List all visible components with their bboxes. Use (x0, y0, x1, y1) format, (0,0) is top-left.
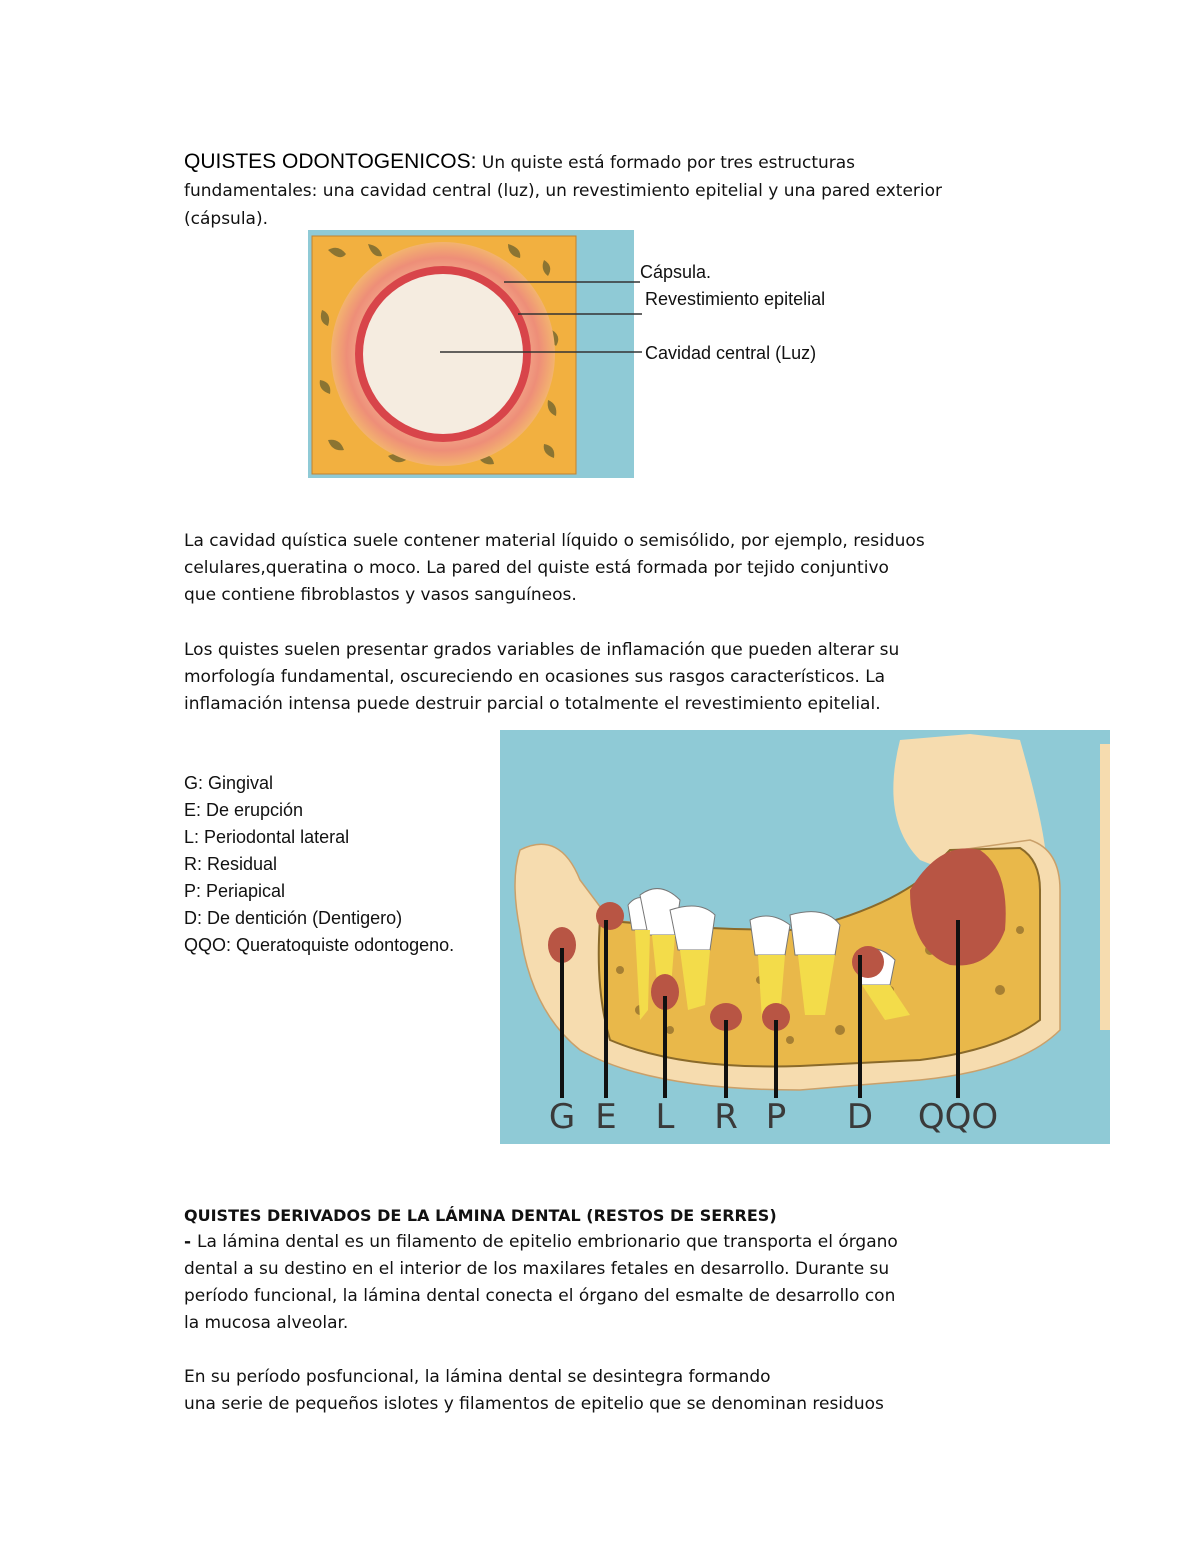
jaw-cyst-types-figure (500, 730, 1112, 1146)
letter-d: D (846, 1097, 874, 1137)
section2-heading: QUISTES DERIVADOS DE LA LÁMINA DENTAL (RESTOS DE SERRES) (184, 1206, 777, 1225)
legend-item: R: Residual (184, 854, 278, 874)
label-central-cavity: Cavidad central (Luz) (645, 343, 817, 363)
cyst-type-legend (184, 770, 454, 959)
intro-line-1 (184, 148, 855, 177)
para2-line-1: Los quistes suelen presentar grados variables de inflamación que pueden alterar su (184, 640, 900, 660)
letter-p: P (765, 1097, 787, 1137)
cyst-structure-figure (308, 230, 648, 480)
intro-line-2: fundamentales: una cavidad central (luz), un revestimiento epitelial y una pared exterior (184, 181, 943, 201)
para1-line-1: La cavidad quística suele contener material líquido o semisólido, por ejemplo, residuos (184, 531, 925, 551)
letter-l: L (655, 1097, 675, 1137)
section2-line-3: período funcional, la lámina dental conecta el órgano del esmalte de desarrollo con (184, 1286, 896, 1306)
letter-r: R (714, 1097, 738, 1137)
para2-line-3: inflamación intensa puede destruir parcial o totalmente el revestimiento epitelial. (184, 694, 881, 714)
legend-item: E: De erupción (184, 800, 304, 820)
section2-line-4: la mucosa alveolar. (184, 1313, 349, 1333)
section2-text: La lámina dental es un filamento de epitelio embrionario que transporta el órgano (196, 1232, 898, 1252)
legend-item: G: Gingival (184, 773, 274, 793)
bullet: - (184, 1232, 197, 1252)
label-epithelial-lining: Revestimiento epitelial (645, 289, 826, 309)
page-title: QUISTES ODONTOGENICOS: (184, 150, 477, 173)
legend-item: QQO: Queratoquiste odontogeno. (184, 935, 455, 955)
section2-line-1 (184, 1229, 898, 1256)
label-capsule: Cápsula. (640, 262, 712, 282)
para1-line-3: que contiene fibroblastos y vasos sanguíneos. (184, 585, 577, 605)
section2-heading-line (184, 1202, 777, 1230)
section2-para2-line-2: una serie de pequeños islotes y filamentos de epitelio que se denominan residuos (184, 1394, 884, 1414)
letter-g: G (548, 1097, 576, 1137)
section2-para2-line-1: En su período posfuncional, la lámina dental se desintegra formando (184, 1367, 771, 1387)
intro-text: Un quiste está formado por tres estructuras (476, 153, 856, 173)
legend-item: P: Periapical (184, 881, 286, 901)
section2-line-2: dental a su destino en el interior de los maxilares fetales en desarrollo. Durante su (184, 1259, 890, 1279)
letter-qqo: QQO (917, 1097, 999, 1137)
intro-line-3: (cápsula). (184, 209, 268, 229)
para1-line-2: celulares,queratina o moco. La pared del quiste está formada por tejido conjuntivo (184, 558, 889, 578)
legend-item: L: Periodontal lateral (184, 827, 350, 847)
para2-line-2: morfología fundamental, oscureciendo en ocasiones sus rasgos característicos. La (184, 667, 886, 687)
letter-e: E (595, 1097, 617, 1137)
legend-item: D: De dentición (Dentigero) (184, 908, 403, 928)
